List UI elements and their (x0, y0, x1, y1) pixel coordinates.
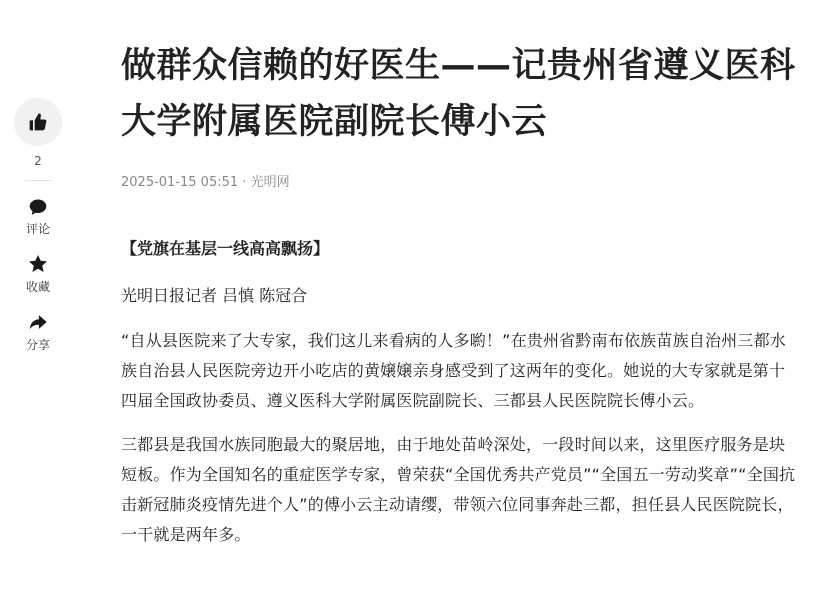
article (121, 38, 801, 550)
rail-divider (25, 180, 51, 181)
share-button[interactable] (12, 311, 64, 353)
action-rail (12, 98, 64, 353)
article-title: 做群众信赖的好医生——记贵州省遵义医科大学附属医院副院长傅小云 (121, 46, 796, 142)
like-button[interactable] (14, 98, 62, 146)
share-arrow-icon (27, 311, 49, 333)
source-link[interactable]: 光明网 (250, 175, 290, 190)
article-meta (121, 171, 801, 190)
speech-bubble-icon (28, 197, 48, 217)
favorite-button[interactable] (12, 253, 64, 295)
favorite-label: 收藏 (25, 280, 50, 294)
publish-date: 2025-01-15 05:51 (121, 175, 239, 190)
article-paragraph: 三都县是我国水族同胞最大的聚居地，由于地处苗岭深处，一段时间以来，这里医疗服务是块短板。作为全国知名的重症医学专家，曾荣获“全国优秀共产党员”“全国五一劳动奖章”“全国抗击新冠肺炎疫情先进个人”的傅小云主动请缨，带领六位同事奔赴三都，担任县人民医院院长，一干就是两年多。 (121, 435, 796, 544)
thumbs-up-icon (28, 112, 48, 132)
comment-button[interactable] (12, 197, 64, 237)
like-count: 2 (34, 154, 42, 168)
article-subheading: 【党旗在基层一线高高飘扬】 (121, 239, 330, 258)
article-paragraph: “自从县医院来了大专家，我们这儿来看病的人多喲！”在贵州省黔南布依族苗族自治州三都水族自治县人民医院旁边开小吃店的黄嬢嬢亲身感受到了这两年的变化。她说的大专家就是第十四届全国政协委员、遵义医科大学附属医院副院长、三都县人民医院院长傅小云。 (121, 331, 786, 410)
star-icon (27, 253, 49, 275)
comment-label: 评论 (25, 222, 50, 236)
share-label: 分享 (25, 338, 50, 352)
meta-separator: · (238, 175, 251, 190)
article-byline: 光明日报记者 吕慎 陈冠合 (121, 286, 308, 305)
